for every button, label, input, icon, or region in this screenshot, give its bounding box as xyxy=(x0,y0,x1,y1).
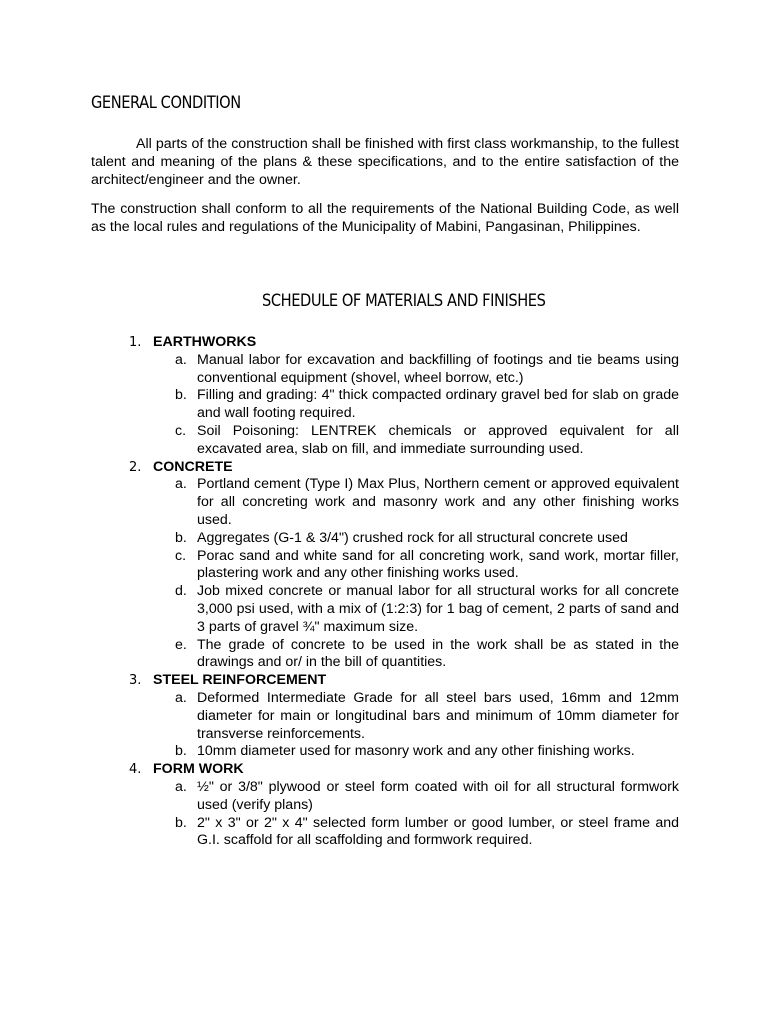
list-item xyxy=(129,815,679,851)
list-item xyxy=(129,743,679,761)
item-text: 10mm diameter used for masonry work and any other finishing works. xyxy=(197,743,635,760)
section-title: FORM WORK xyxy=(153,761,244,778)
list-item xyxy=(129,423,679,459)
section-heading xyxy=(129,761,679,779)
item-text: Aggregates (G-1 & 3/4") crushed rock for all structural concrete used xyxy=(197,529,628,546)
section-title: CONCRETE xyxy=(153,458,233,475)
list-item xyxy=(129,476,679,529)
general-paragraph-1: All parts of the construction shall be finished with first class workmanship, to the fullest talent and meaning of the plans & these specifications, and to the entire satisfaction of the architect/engineer and the owner. xyxy=(91,136,679,188)
section-heading xyxy=(129,672,679,690)
section-number: 4. xyxy=(129,762,142,778)
item-letter: a. xyxy=(175,689,187,706)
item-letter: c. xyxy=(175,422,187,439)
section-items xyxy=(129,352,679,459)
item-text: 2" x 3" or 2" x 4" selected form lumber or good lumber, or steel frame and G.I. scaffold for all scaffolding and formwork required. xyxy=(197,814,679,849)
list-item xyxy=(129,583,679,636)
list-item xyxy=(129,779,679,815)
item-text: Soil Poisoning: LENTREK chemicals or approved equivalent for all excavated area, slab on fill, and immediate surrounding used. xyxy=(197,422,679,457)
section-concrete xyxy=(129,459,679,673)
item-text: Porac sand and white sand for all concreting work, sand work, mortar filler, plastering work and any other finishing works used. xyxy=(197,547,679,582)
section-steel-reinforcement xyxy=(129,672,679,761)
section-heading xyxy=(129,334,679,352)
list-item xyxy=(129,530,679,548)
item-text: The grade of concrete to be used in the work shall be as stated in the drawings and or/ in the bill of quantities. xyxy=(197,636,679,671)
item-letter: b. xyxy=(175,529,187,546)
item-text: Portland cement (Type I) Max Plus, Northern cement or approved equivalent for all concreting work and masonry work and any other finishing works used. xyxy=(197,476,679,528)
section-number: 2. xyxy=(129,459,142,475)
item-letter: b. xyxy=(175,814,187,831)
item-letter: b. xyxy=(175,743,187,760)
section-title: EARTHWORKS xyxy=(153,334,257,350)
section-number: 1. xyxy=(129,335,142,350)
item-letter: e. xyxy=(175,636,187,653)
section-heading xyxy=(129,459,679,477)
item-letter: b. xyxy=(175,387,187,404)
item-text: Manual labor for excavation and backfilling of footings and tie beams using conventional equipment (shovel, wheel borrow, etc.) xyxy=(197,351,679,386)
list-item xyxy=(129,387,679,423)
section-title: STEEL REINFORCEMENT xyxy=(153,672,327,689)
item-text: ½" or 3/8" plywood or steel form coated with oil for all structural formwork used (verify plans) xyxy=(197,778,679,813)
item-text: Deformed Intermediate Grade for all steel bars used, 16mm and 12mm diameter for main or longitudinal bars and minimum of 10mm diameter for transverse reinforcements. xyxy=(197,689,679,742)
item-text: Filling and grading: 4" thick compacted ordinary gravel bed for slab on grade and wall footing required. xyxy=(197,387,679,422)
section-items xyxy=(129,476,679,672)
list-item xyxy=(129,548,679,584)
general-condition-heading: GENERAL CONDITION xyxy=(91,93,241,113)
item-text: Job mixed concrete or manual labor for all structural works for all concrete 3,000 psi used, with a mix of (1:2:3) for 1 bag of cement, 2 parts of sand and 3 parts of gravel ¾" maximum size. xyxy=(197,583,679,635)
general-paragraph-2: The construction shall conform to all the requirements of the National Building Code, as well as the local rules and regulations of the Municipality of Mabini, Pangasinan, Philippines. xyxy=(91,201,679,235)
item-letter: c. xyxy=(175,547,187,564)
list-item xyxy=(129,690,679,743)
section-form-work xyxy=(129,761,679,850)
item-letter: a. xyxy=(175,476,187,493)
section-earthworks xyxy=(129,334,679,459)
schedule-sections xyxy=(129,334,679,850)
schedule-heading: SCHEDULE OF MATERIALS AND FINISHES xyxy=(262,291,546,311)
section-number: 3. xyxy=(129,673,142,689)
section-items xyxy=(129,690,679,761)
item-letter: a. xyxy=(175,778,187,795)
section-items xyxy=(129,779,679,850)
list-item xyxy=(129,637,679,673)
item-letter: a. xyxy=(175,351,187,368)
list-item xyxy=(129,352,679,388)
item-letter: d. xyxy=(175,583,187,600)
